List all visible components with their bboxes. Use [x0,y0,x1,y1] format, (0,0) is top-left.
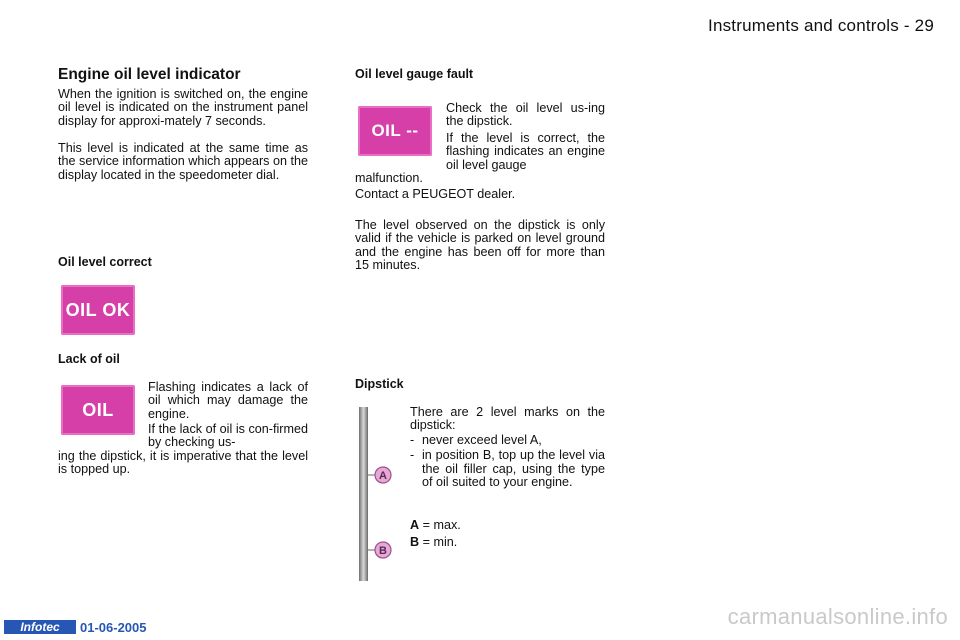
list-item: - in position B, top up the level via the oil filler cap, using the type of oil suited to your engine. [410,448,605,490]
lack-of-oil-heading: Lack of oil [58,352,120,366]
fault-text-2b: malfunction. [355,171,423,185]
level-note: The level observed on the dipstick is only valid if the vehicle is parked on level ground and the engine has been off for more than 15 minutes. [355,218,605,273]
footer-date: 01-06-2005 [80,620,147,635]
fault-text-2a: If the level is correct, the flashing indicates an engine oil level gauge [446,131,605,172]
oil-fault-display-icon [358,106,432,156]
bullet-text: never exceed level A, [422,433,542,447]
intro-paragraph-1: When the ignition is switched on, the engine oil level is indicated on the instrument panel display for approxi-mately 7 seconds. [58,87,308,128]
legend-a-value: = max. [419,518,461,532]
dipstick-bullet-list [410,434,605,490]
section-title: Engine oil level indicator [58,66,241,83]
legend-b-value: = min. [419,535,458,549]
dipstick-icon [347,405,397,585]
mark-b-label: B [379,545,387,557]
watermark: carmanualsonline.info [727,604,948,629]
lack-text-1: Flashing indicates a lack of oil which may damage the engine. [148,380,308,421]
lack-text-2a: If the lack of oil is con-firmed by checking us- [148,422,308,450]
fault-text-1: Check the oil level us-ing the dipstick. [446,101,605,129]
legend-a [410,518,461,532]
mark-a-label: A [379,470,387,482]
oil-display-text: OIL [82,399,114,420]
oil-ok-display-icon [61,285,135,335]
oil-fault-display-text: OIL -- [371,121,419,140]
dipstick-heading: Dipstick [355,377,404,391]
dipstick-illustration [347,405,397,585]
page-header: Instruments and controls - 29 [708,16,934,35]
oil-ok-display-text: OIL OK [65,299,131,320]
bullet-text: in position B, top up the level via the oil filler cap, using the type of oil suited to your engine. [422,448,605,490]
list-item: - never exceed level A, [410,434,605,447]
lack-text-2b: ing the dipstick, it is imperative that the level is topped up. [58,449,308,477]
dipstick-intro: There are 2 level marks on the dipstick: [410,405,605,433]
legend-b [410,535,457,549]
legend-b-key: B [410,535,420,549]
fault-text-3: Contact a PEUGEOT dealer. [355,187,516,201]
infotec-logo: Infotec [4,620,76,634]
oil-display-icon [61,385,135,435]
intro-paragraph-2: This level is indicated at the same time as the service information which appears on the display located in the speedometer dial. [58,141,308,182]
legend-a-key: A [410,518,420,532]
fault-heading: Oil level gauge fault [355,67,474,81]
oil-correct-heading: Oil level correct [58,255,152,269]
